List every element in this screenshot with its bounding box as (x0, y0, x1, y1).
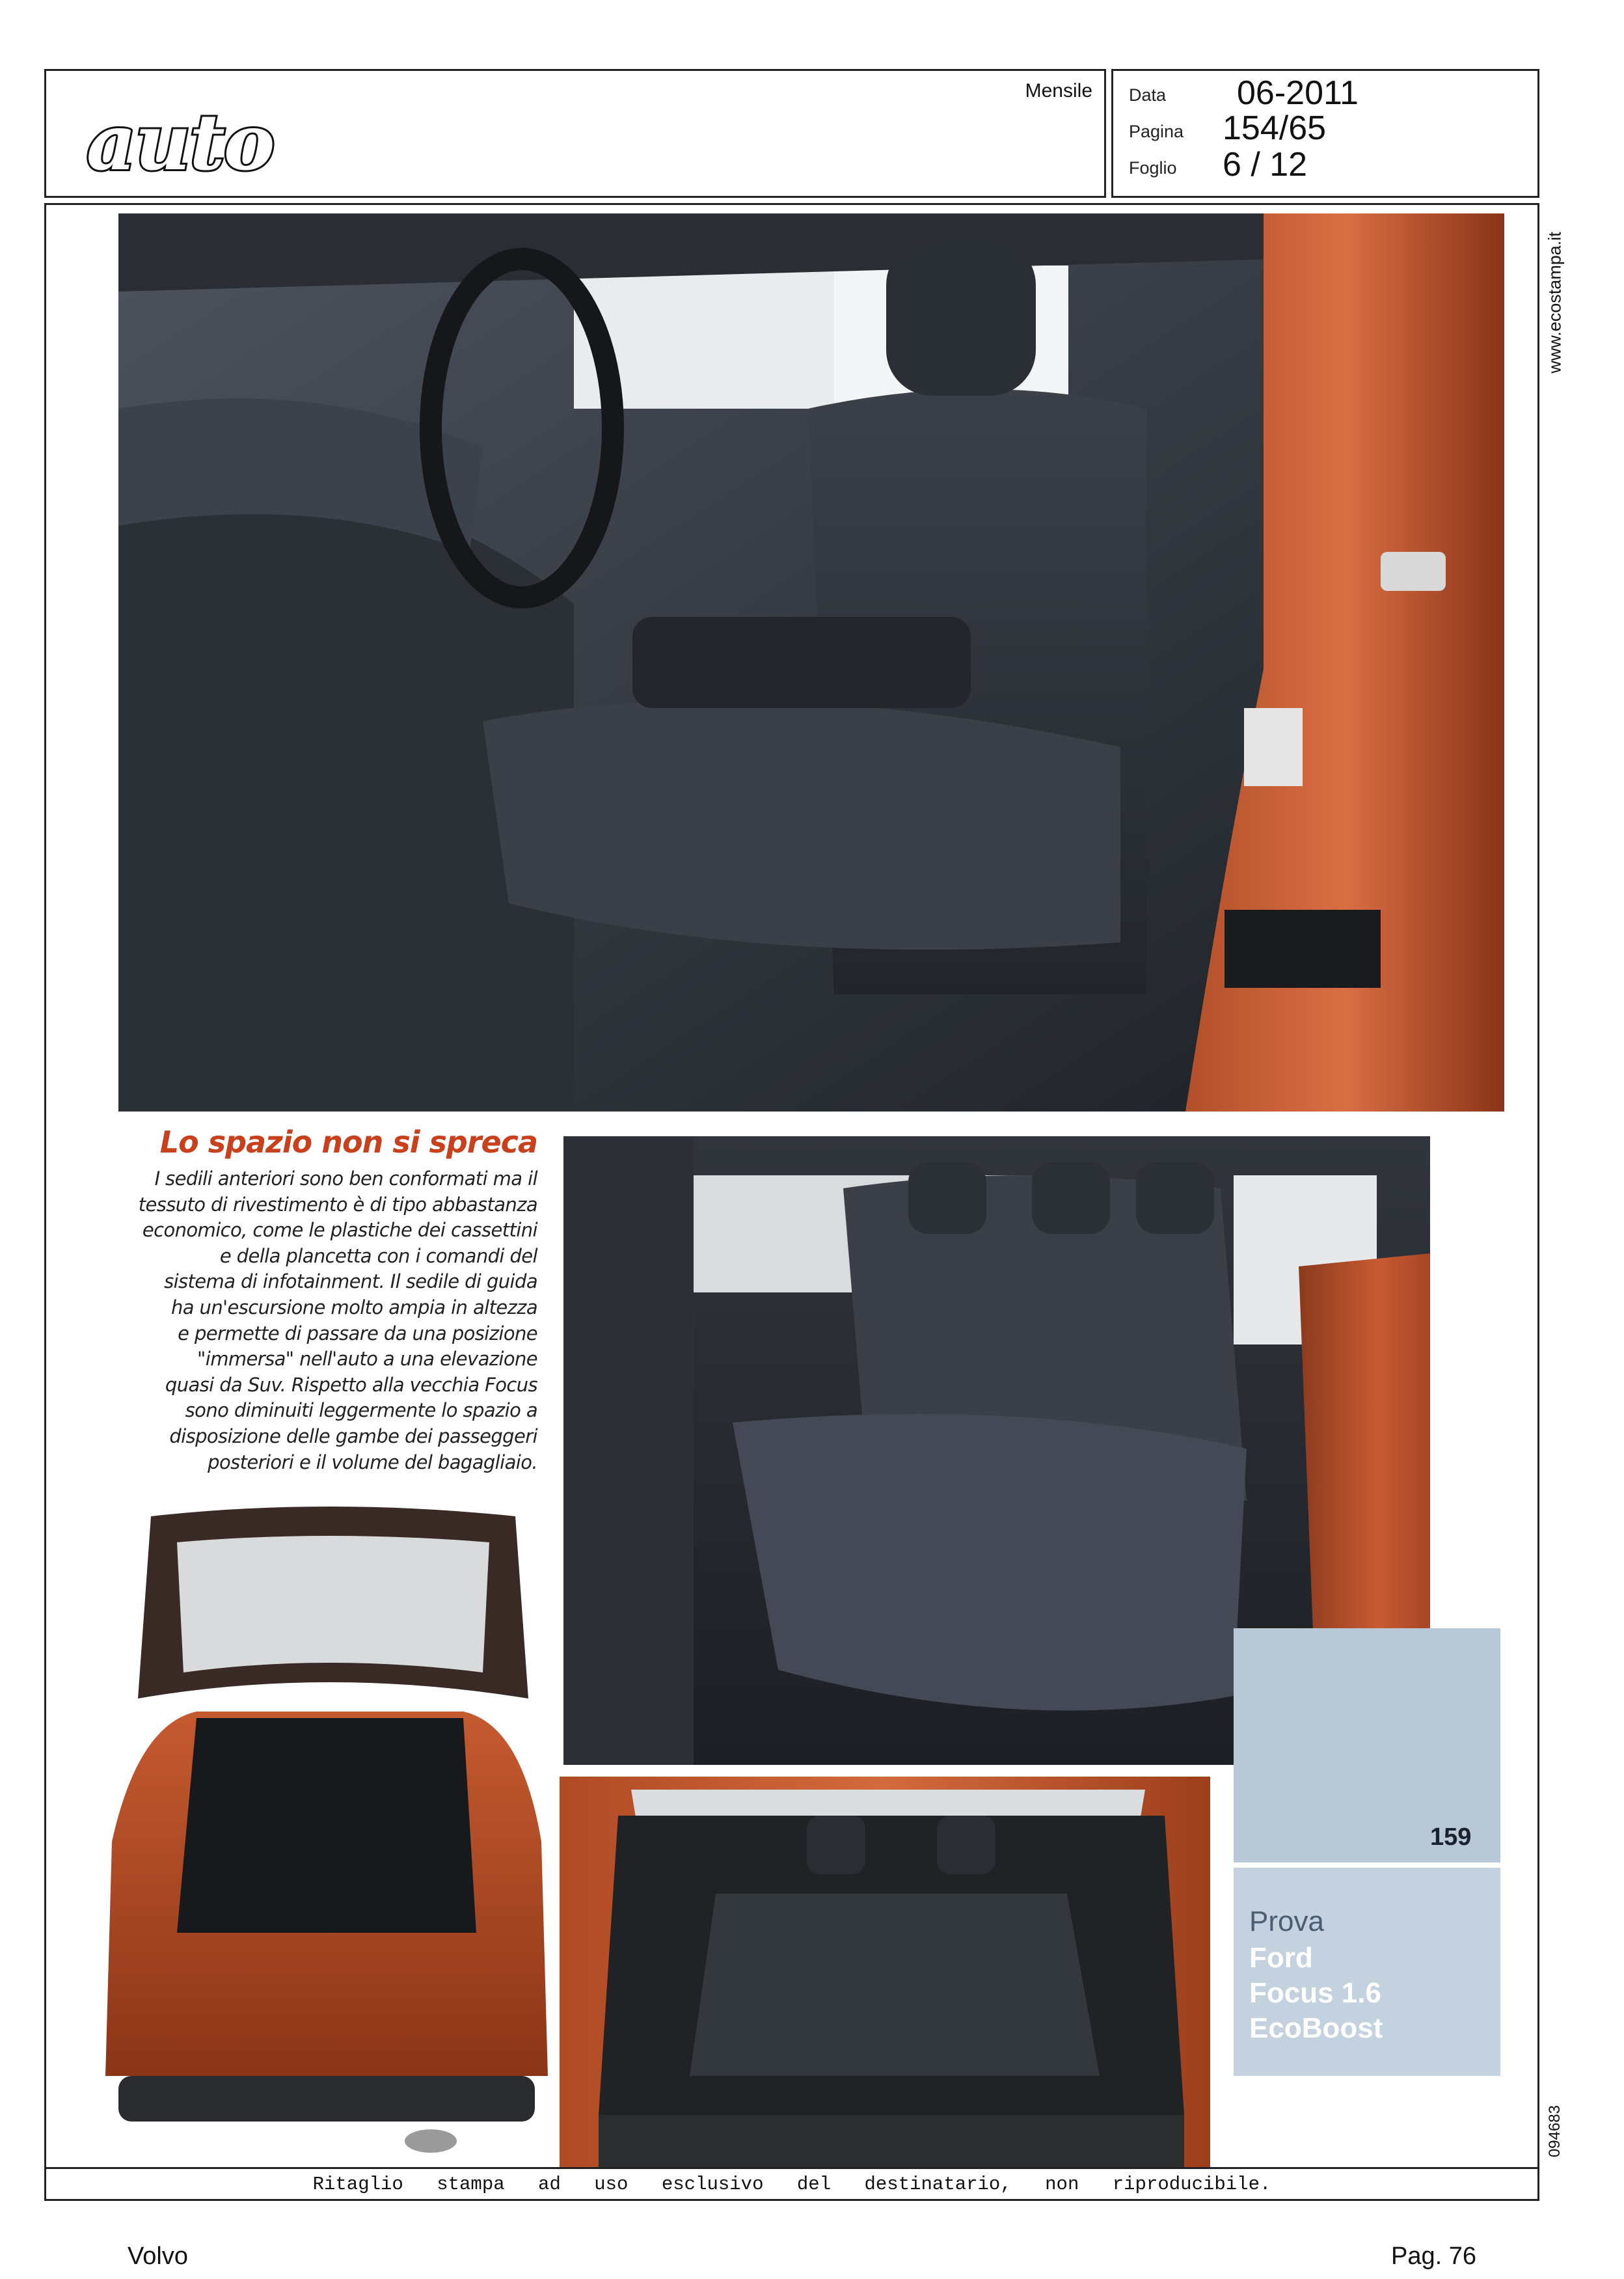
sheet-label: Foglio (1129, 158, 1177, 178)
boot-space-photo (560, 1777, 1210, 2167)
model-line: EcoBoost (1249, 2012, 1383, 2044)
disclaimer-text: Ritaglio stampa ad uso esclusivo del destinatario, non riproducibile. (312, 2174, 1271, 2195)
model-line: Ford (1249, 1942, 1313, 1974)
caption-line: quasi da Suv. Rispetto alla vecchia Focus (165, 1373, 537, 1396)
disclaimer-divider (44, 2167, 1539, 2169)
tailgate-open-photo (99, 1503, 554, 2164)
publication-logo: auto (87, 97, 274, 187)
caption-line: "immersa" nell'auto a una elevazione (197, 1348, 537, 1371)
caption-line: I sedili anteriori sono ben conformati ma il (154, 1167, 537, 1190)
footer-client: Volvo (128, 2243, 188, 2270)
front-seats-photo (118, 213, 1504, 1112)
page-label: Pagina (1129, 122, 1184, 141)
date-value: 06-2011 (1237, 74, 1359, 112)
side-url: www.ecostampa.it (1545, 232, 1565, 374)
side-code: 094683 (1546, 2105, 1563, 2158)
caption-line: economico, come le plastiche dei cassettini (142, 1219, 537, 1242)
caption-line: sono diminuiti leggermente lo spazio a (185, 1399, 537, 1422)
section-label: Prova (1249, 1905, 1324, 1937)
caption-line: e della plancetta con i comandi del (219, 1244, 537, 1267)
date-label: Data (1129, 85, 1167, 105)
caption-line: e permette di passare da una posizione (178, 1322, 537, 1344)
caption-line: tessuto di rivestimento è di tipo abbastanza (138, 1193, 537, 1216)
sheet-value: 6 / 12 (1223, 146, 1308, 184)
periodicity-label: Mensile (1025, 80, 1092, 102)
header-info-box (1111, 69, 1539, 198)
page-value: 154/65 (1223, 109, 1327, 147)
section-tab (1234, 1868, 1500, 2076)
caption-line: disposizione delle gambe dei passeggeri (169, 1425, 537, 1447)
footer-page: Pag. 76 (1391, 2243, 1476, 2270)
model-line: Focus 1.6 (1249, 1977, 1381, 2009)
caption-text (124, 1166, 537, 1475)
header-left-box (44, 69, 1106, 198)
caption-line: ha un'escursione molto ampia in altezza (170, 1296, 537, 1318)
caption-title: Lo spazio non si spreca (159, 1125, 537, 1160)
caption-line: sistema di infotainment. Il sedile di guida (164, 1270, 537, 1293)
caption-line: posteriori e il volume del bagagliaio. (208, 1451, 537, 1473)
magazine-page-number: 159 (1430, 1823, 1472, 1851)
